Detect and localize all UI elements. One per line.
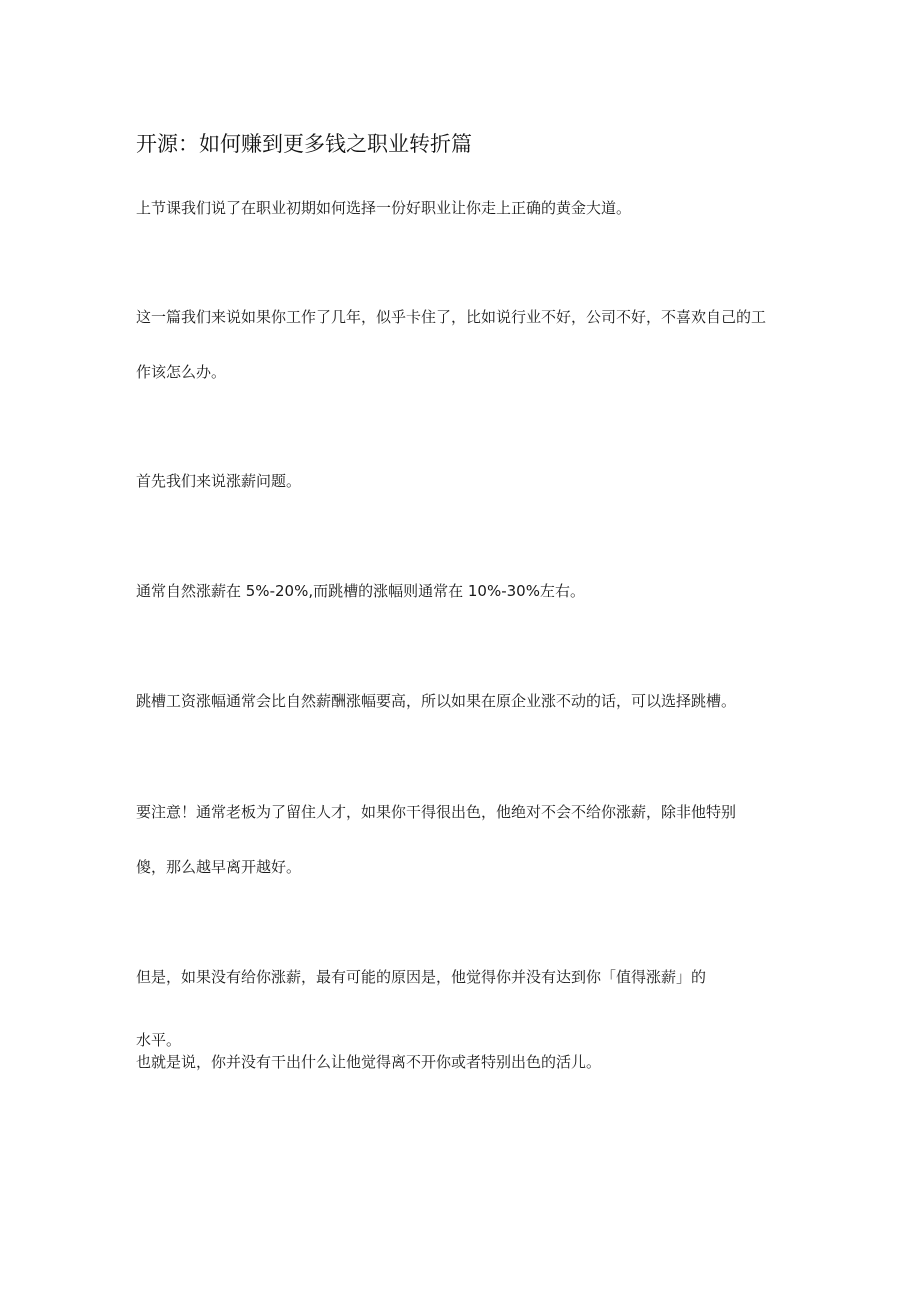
paragraph-line-3: 作该怎么办。 [136,363,227,381]
paragraph-line-2: 这一篇我们来说如果你工作了几年，似乎卡住了，比如说行业不好，公司不好，不喜欢自己的工 [136,308,767,326]
paragraph-line-11: 也就是说，你并没有干出什么让他觉得离不开你或者特别出色的活儿。 [136,1053,602,1071]
document-title: 开源：如何赚到更多钱之职业转折篇 [136,132,472,156]
paragraph-line-6: 跳槽工资涨幅通常会比自然薪酬涨幅要高，所以如果在原企业涨不动的话，可以选择跳槽。 [136,692,737,710]
paragraph-line-7: 要注意！通常老板为了留住人才，如果你干得很出色，他绝对不会不给你涨薪，除非他特别 [136,803,737,821]
paragraph-line-10: 水平。 [136,1031,182,1049]
paragraph-line-1: 上节课我们说了在职业初期如何选择一份好职业让你走上正确的黄金大道。 [136,199,632,217]
paragraph-line-5: 通常自然涨薪在 5%-20%,而跳槽的涨幅则通常在 10%-30%左右。 [136,582,585,600]
paragraph-line-9: 但是，如果没有给你涨薪，最有可能的原因是，他觉得你并没有达到你「值得涨薪」的 [136,968,707,986]
paragraph-line-4: 首先我们来说涨薪问题。 [136,472,302,490]
paragraph-line-8: 傻，那么越早离开越好。 [136,858,302,876]
